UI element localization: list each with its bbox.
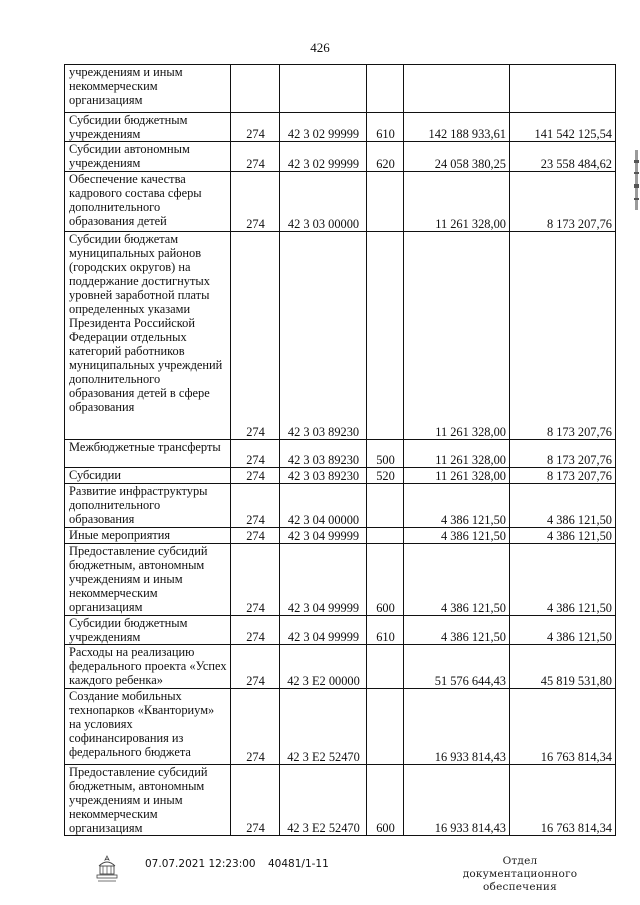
row-amount-1: 11 261 328,00 xyxy=(404,232,510,440)
row-amount-1: 4 386 121,50 xyxy=(404,616,510,645)
row-amount-2: 23 558 484,62 xyxy=(510,142,616,172)
row-amount-1: 11 261 328,00 xyxy=(404,440,510,468)
row-admin-code: 274 xyxy=(231,113,280,142)
row-target-article: 42 3 04 99999 xyxy=(280,544,367,616)
row-name: Субсидии бюджетным учреждениям xyxy=(65,616,231,645)
row-amount-2: 8 173 207,76 xyxy=(510,172,616,232)
row-amount-1: 16 933 814,43 xyxy=(404,689,510,765)
row-amount-1: 11 261 328,00 xyxy=(404,172,510,232)
row-target-article xyxy=(280,65,367,113)
row-amount-2: 4 386 121,50 xyxy=(510,484,616,528)
row-name: Субсидии бюджетным учреждениям xyxy=(65,113,231,142)
department-stamp: Отдел документационного обеспечения xyxy=(462,855,578,893)
row-admin-code: 274 xyxy=(231,689,280,765)
table-row xyxy=(65,484,616,528)
row-target-article: 42 3 04 00000 xyxy=(280,484,367,528)
row-name: Межбюджетные трансферты xyxy=(65,440,231,468)
row-amount-2: 4 386 121,50 xyxy=(510,616,616,645)
row-amount-2: 4 386 121,50 xyxy=(510,528,616,544)
row-target-article: 42 3 04 99999 xyxy=(280,528,367,544)
row-expense-type: 620 xyxy=(367,142,404,172)
row-expense-type: 520 xyxy=(367,468,404,484)
row-name: Предоставление субсидий бюджетным, автономным учреждениям и иным некоммерческим организациям xyxy=(65,765,231,836)
table-row xyxy=(65,616,616,645)
row-admin-code: 274 xyxy=(231,765,280,836)
row-admin-code: 274 xyxy=(231,528,280,544)
row-target-article: 42 3 03 89230 xyxy=(280,440,367,468)
row-target-article: 42 3 E2 00000 xyxy=(280,645,367,689)
row-target-article: 42 3 03 00000 xyxy=(280,172,367,232)
row-name: Субсидии автономным учреждениям xyxy=(65,142,231,172)
row-admin-code: 274 xyxy=(231,440,280,468)
row-expense-type: 600 xyxy=(367,544,404,616)
row-name: Субсидии бюджетам муниципальных районов (городских округов) на поддержание достигнутых уровней заработной платы определенных указами Президента Российской Федерации отдельных категорий работников муниципальных учреждений дополнительного образования детей в сфере образования xyxy=(65,232,231,440)
row-admin-code: 274 xyxy=(231,468,280,484)
table-row xyxy=(65,172,616,232)
row-name: Субсидии xyxy=(65,468,231,484)
row-name: Обеспечение качества кадрового состава сферы дополнительного образования детей xyxy=(65,172,231,232)
row-amount-2: 8 173 207,76 xyxy=(510,440,616,468)
row-amount-1: 11 261 328,00 xyxy=(404,468,510,484)
row-expense-type: 610 xyxy=(367,616,404,645)
row-expense-type xyxy=(367,645,404,689)
row-target-article: 42 3 02 99999 xyxy=(280,113,367,142)
row-name: Создание мобильных технопарков «Кванториум» на условиях софинансирования из федерального бюджета xyxy=(65,689,231,765)
row-expense-type xyxy=(367,65,404,113)
row-admin-code: 274 xyxy=(231,645,280,689)
row-admin-code: 274 xyxy=(231,172,280,232)
row-target-article: 42 3 02 99999 xyxy=(280,142,367,172)
table-row xyxy=(65,142,616,172)
row-amount-2: 16 763 814,34 xyxy=(510,689,616,765)
row-expense-type: 600 xyxy=(367,765,404,836)
table-row xyxy=(65,528,616,544)
row-amount-2: 45 819 531,80 xyxy=(510,645,616,689)
row-amount-2: 141 542 125,54 xyxy=(510,113,616,142)
footer-timestamp: 07.07.2021 12:23:00 xyxy=(145,858,256,870)
row-name: Расходы на реализацию федерального проекта «Успех каждого ребенка» xyxy=(65,645,231,689)
table-row xyxy=(65,440,616,468)
table-row xyxy=(65,689,616,765)
row-amount-1: 24 058 380,25 xyxy=(404,142,510,172)
row-target-article: 42 3 03 89230 xyxy=(280,232,367,440)
table-row xyxy=(65,765,616,836)
row-amount-1: 4 386 121,50 xyxy=(404,484,510,528)
row-expense-type: 610 xyxy=(367,113,404,142)
row-admin-code: 274 xyxy=(231,616,280,645)
row-amount-2: 16 763 814,34 xyxy=(510,765,616,836)
row-amount-1: 4 386 121,50 xyxy=(404,528,510,544)
footer-document-number: 40481/1-11 xyxy=(268,858,329,870)
row-admin-code: 274 xyxy=(231,484,280,528)
scan-margin-mark xyxy=(632,150,640,210)
row-name: Иные мероприятия xyxy=(65,528,231,544)
row-expense-type xyxy=(367,528,404,544)
row-expense-type xyxy=(367,172,404,232)
row-admin-code xyxy=(231,65,280,113)
row-amount-2 xyxy=(510,65,616,113)
budget-table xyxy=(64,64,616,836)
row-amount-2: 4 386 121,50 xyxy=(510,544,616,616)
table-row xyxy=(65,232,616,440)
row-amount-1: 4 386 121,50 xyxy=(404,544,510,616)
row-expense-type xyxy=(367,689,404,765)
duma-emblem-icon xyxy=(94,854,120,884)
row-expense-type xyxy=(367,232,404,440)
row-amount-1 xyxy=(404,65,510,113)
row-target-article: 42 3 03 89230 xyxy=(280,468,367,484)
table-row xyxy=(65,468,616,484)
row-expense-type xyxy=(367,484,404,528)
row-admin-code: 274 xyxy=(231,142,280,172)
row-amount-1: 51 576 644,43 xyxy=(404,645,510,689)
table-row xyxy=(65,65,616,113)
row-name: Развитие инфраструктуры дополнительного образования xyxy=(65,484,231,528)
row-name: Предоставление субсидий бюджетным, автономным учреждениям и иным некоммерческим организациям xyxy=(65,544,231,616)
row-admin-code: 274 xyxy=(231,544,280,616)
row-expense-type: 500 xyxy=(367,440,404,468)
row-amount-1: 142 188 933,61 xyxy=(404,113,510,142)
row-target-article: 42 3 E2 52470 xyxy=(280,689,367,765)
row-admin-code: 274 xyxy=(231,232,280,440)
table-row xyxy=(65,544,616,616)
page-number: 426 xyxy=(310,40,330,55)
row-amount-2: 8 173 207,76 xyxy=(510,232,616,440)
page-footer xyxy=(0,855,640,898)
row-amount-1: 16 933 814,43 xyxy=(404,765,510,836)
row-target-article: 42 3 E2 52470 xyxy=(280,765,367,836)
table-row xyxy=(65,645,616,689)
row-target-article: 42 3 04 99999 xyxy=(280,616,367,645)
row-amount-2: 8 173 207,76 xyxy=(510,468,616,484)
table-row xyxy=(65,113,616,142)
row-name: учреждениям и иным некоммерческим организациям xyxy=(65,65,231,113)
